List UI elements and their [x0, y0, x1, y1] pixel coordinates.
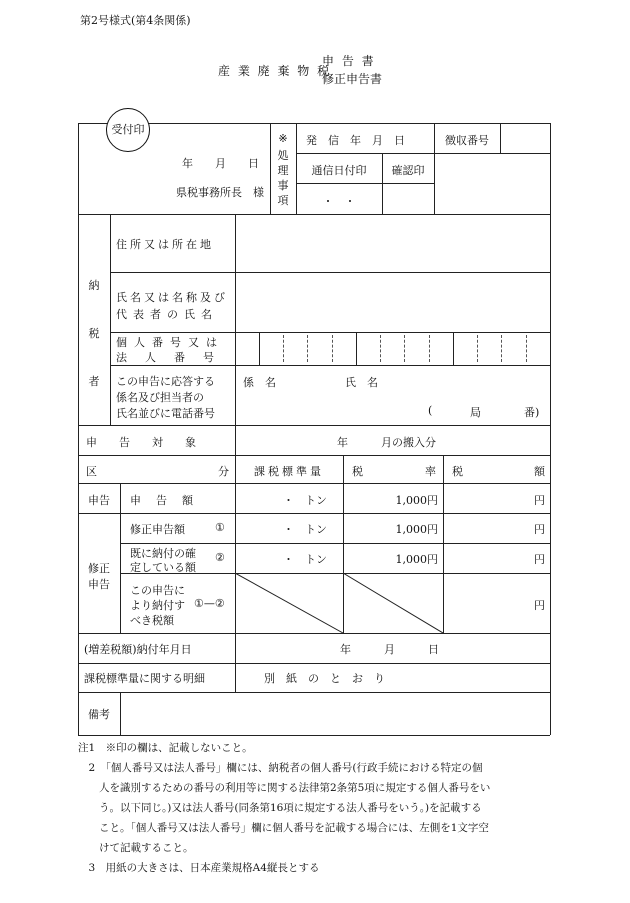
section-name-label: 係 名 [243, 376, 276, 389]
details-value: 別 紙 の と お り [264, 672, 385, 685]
paid-amount-mark: ② [215, 551, 225, 564]
filing-date: 年 月 日 [182, 157, 259, 170]
note-line: 注1 ※印の欄は、記載しないこと。 [78, 742, 253, 754]
form-number: 第2号様式(第4条関係) [80, 14, 191, 27]
classification-label-right: 分 [218, 465, 229, 478]
paid-amount-label-line2: 定している額 [130, 561, 196, 574]
rate-header-left: 税 [352, 465, 363, 478]
taxpayer-vertical-label: 納税者 [88, 279, 100, 388]
amended-qty: ・ トン [283, 523, 327, 536]
declaration-amount: 円 [534, 494, 545, 507]
payment-date-label: (増差税額)納付年月日 [84, 643, 192, 656]
name-label-line2: 代表者の氏名 [116, 308, 218, 321]
send-date-label: 発 信 年 月 日 [306, 134, 405, 147]
paid-qty: ・ トン [283, 553, 327, 566]
payable-amount: 円 [534, 599, 545, 612]
title-main: 産 業 廃 棄 物 税 [218, 64, 332, 78]
note-line: けて記載すること。 [78, 842, 194, 854]
contact-label-line3: 氏名並びに電話番号 [116, 407, 215, 420]
paid-rate: 1,000円 [395, 553, 438, 566]
person-name-label: 氏 名 [345, 376, 378, 389]
address-label: 住所又は所在地 [116, 238, 214, 251]
note-line: 2 「個人番号又は法人番号」欄には、納税者の個人番号(行政手続における特定の個 [78, 762, 483, 774]
name-label-line1: 氏名又は名称及び [116, 291, 228, 304]
payable-label-line3: べき税額 [130, 614, 174, 627]
title-option-declaration: 申 告 書 [322, 54, 376, 68]
note-line: 3 用紙の大きさは、日本産業規格A4縦長とする [78, 862, 320, 874]
paid-amount-label-line1: 既に納付の確 [130, 547, 196, 560]
details-label: 課税標準量に関する明細 [84, 672, 205, 685]
rate-header-right: 率 [425, 465, 436, 478]
standard-qty-header: 課税標準量 [254, 465, 324, 478]
seal-date-dots: ・ ・ [322, 195, 356, 208]
processing-label: 処理事項 [277, 149, 289, 207]
notes [78, 738, 548, 878]
subject-label: 申 告 対 象 [86, 436, 196, 449]
diagonal-slashes [235, 573, 443, 633]
title-option-amendment: 修正申告書 [322, 72, 383, 86]
amendment-category-line2: 申告 [88, 578, 110, 591]
amount-header-left: 税 [452, 465, 463, 478]
phone-open: ( [428, 404, 433, 417]
confirmation-seal-label: 確認印 [391, 164, 425, 177]
declaration-qty: ・ トン [283, 494, 327, 507]
contact-label-line1: この申告に応答する [116, 375, 215, 388]
amended-amount-mark: ① [215, 521, 225, 534]
amended-rate: 1,000円 [395, 523, 438, 536]
subject-value: 年 月の搬入分 [337, 436, 436, 449]
reception-stamp-label: 受付印 [111, 123, 145, 136]
personal-number-label-line1: 個人番号又は [116, 336, 224, 349]
declaration-label: 申 告 額 [130, 494, 195, 507]
amount-header-right: 額 [534, 465, 545, 478]
remarks-label: 備考 [88, 708, 110, 721]
declaration-category: 申告 [88, 494, 110, 507]
addressee: 県税事務所長 様 [176, 186, 264, 199]
paid-amount: 円 [534, 553, 545, 566]
payment-date-value: 年 月 日 [340, 643, 439, 656]
personal-number-label-line2: 法人番号 [116, 351, 232, 364]
reception-stamp [106, 108, 150, 152]
declaration-rate: 1,000円 [395, 494, 438, 507]
classification-label-left: 区 [86, 465, 97, 478]
note-line: う。以下同じ。)又は法人番号(同条第16項に規定する法人番号をいう。)を記載する [78, 802, 482, 814]
amended-amount: 円 [534, 523, 545, 536]
communication-seal-label: 通信日付印 [311, 164, 367, 177]
contact-label-line2: 係名及び担当者の [116, 391, 204, 404]
payable-label-line2: より納付す [130, 599, 185, 612]
phone-bureau: 局 [470, 406, 481, 419]
amended-amount-label: 修正申告額 [130, 523, 185, 536]
payable-label-line1: この申告に [130, 584, 185, 597]
collection-number-label: 徴収番号 [445, 134, 489, 147]
note-line: 人を識別するための番号の利用等に関する法律第2条第5項に規定する個人番号をい [78, 782, 491, 794]
processing-mark: ※ [278, 132, 288, 145]
note-line: こと。「個人番号又は法人番号」欄に個人番号を記載する場合には、左側を1文字空 [78, 822, 489, 834]
payable-formula: ①—② [194, 597, 225, 610]
amendment-category-line1: 修正 [88, 562, 110, 575]
phone-close: 番) [524, 406, 540, 419]
